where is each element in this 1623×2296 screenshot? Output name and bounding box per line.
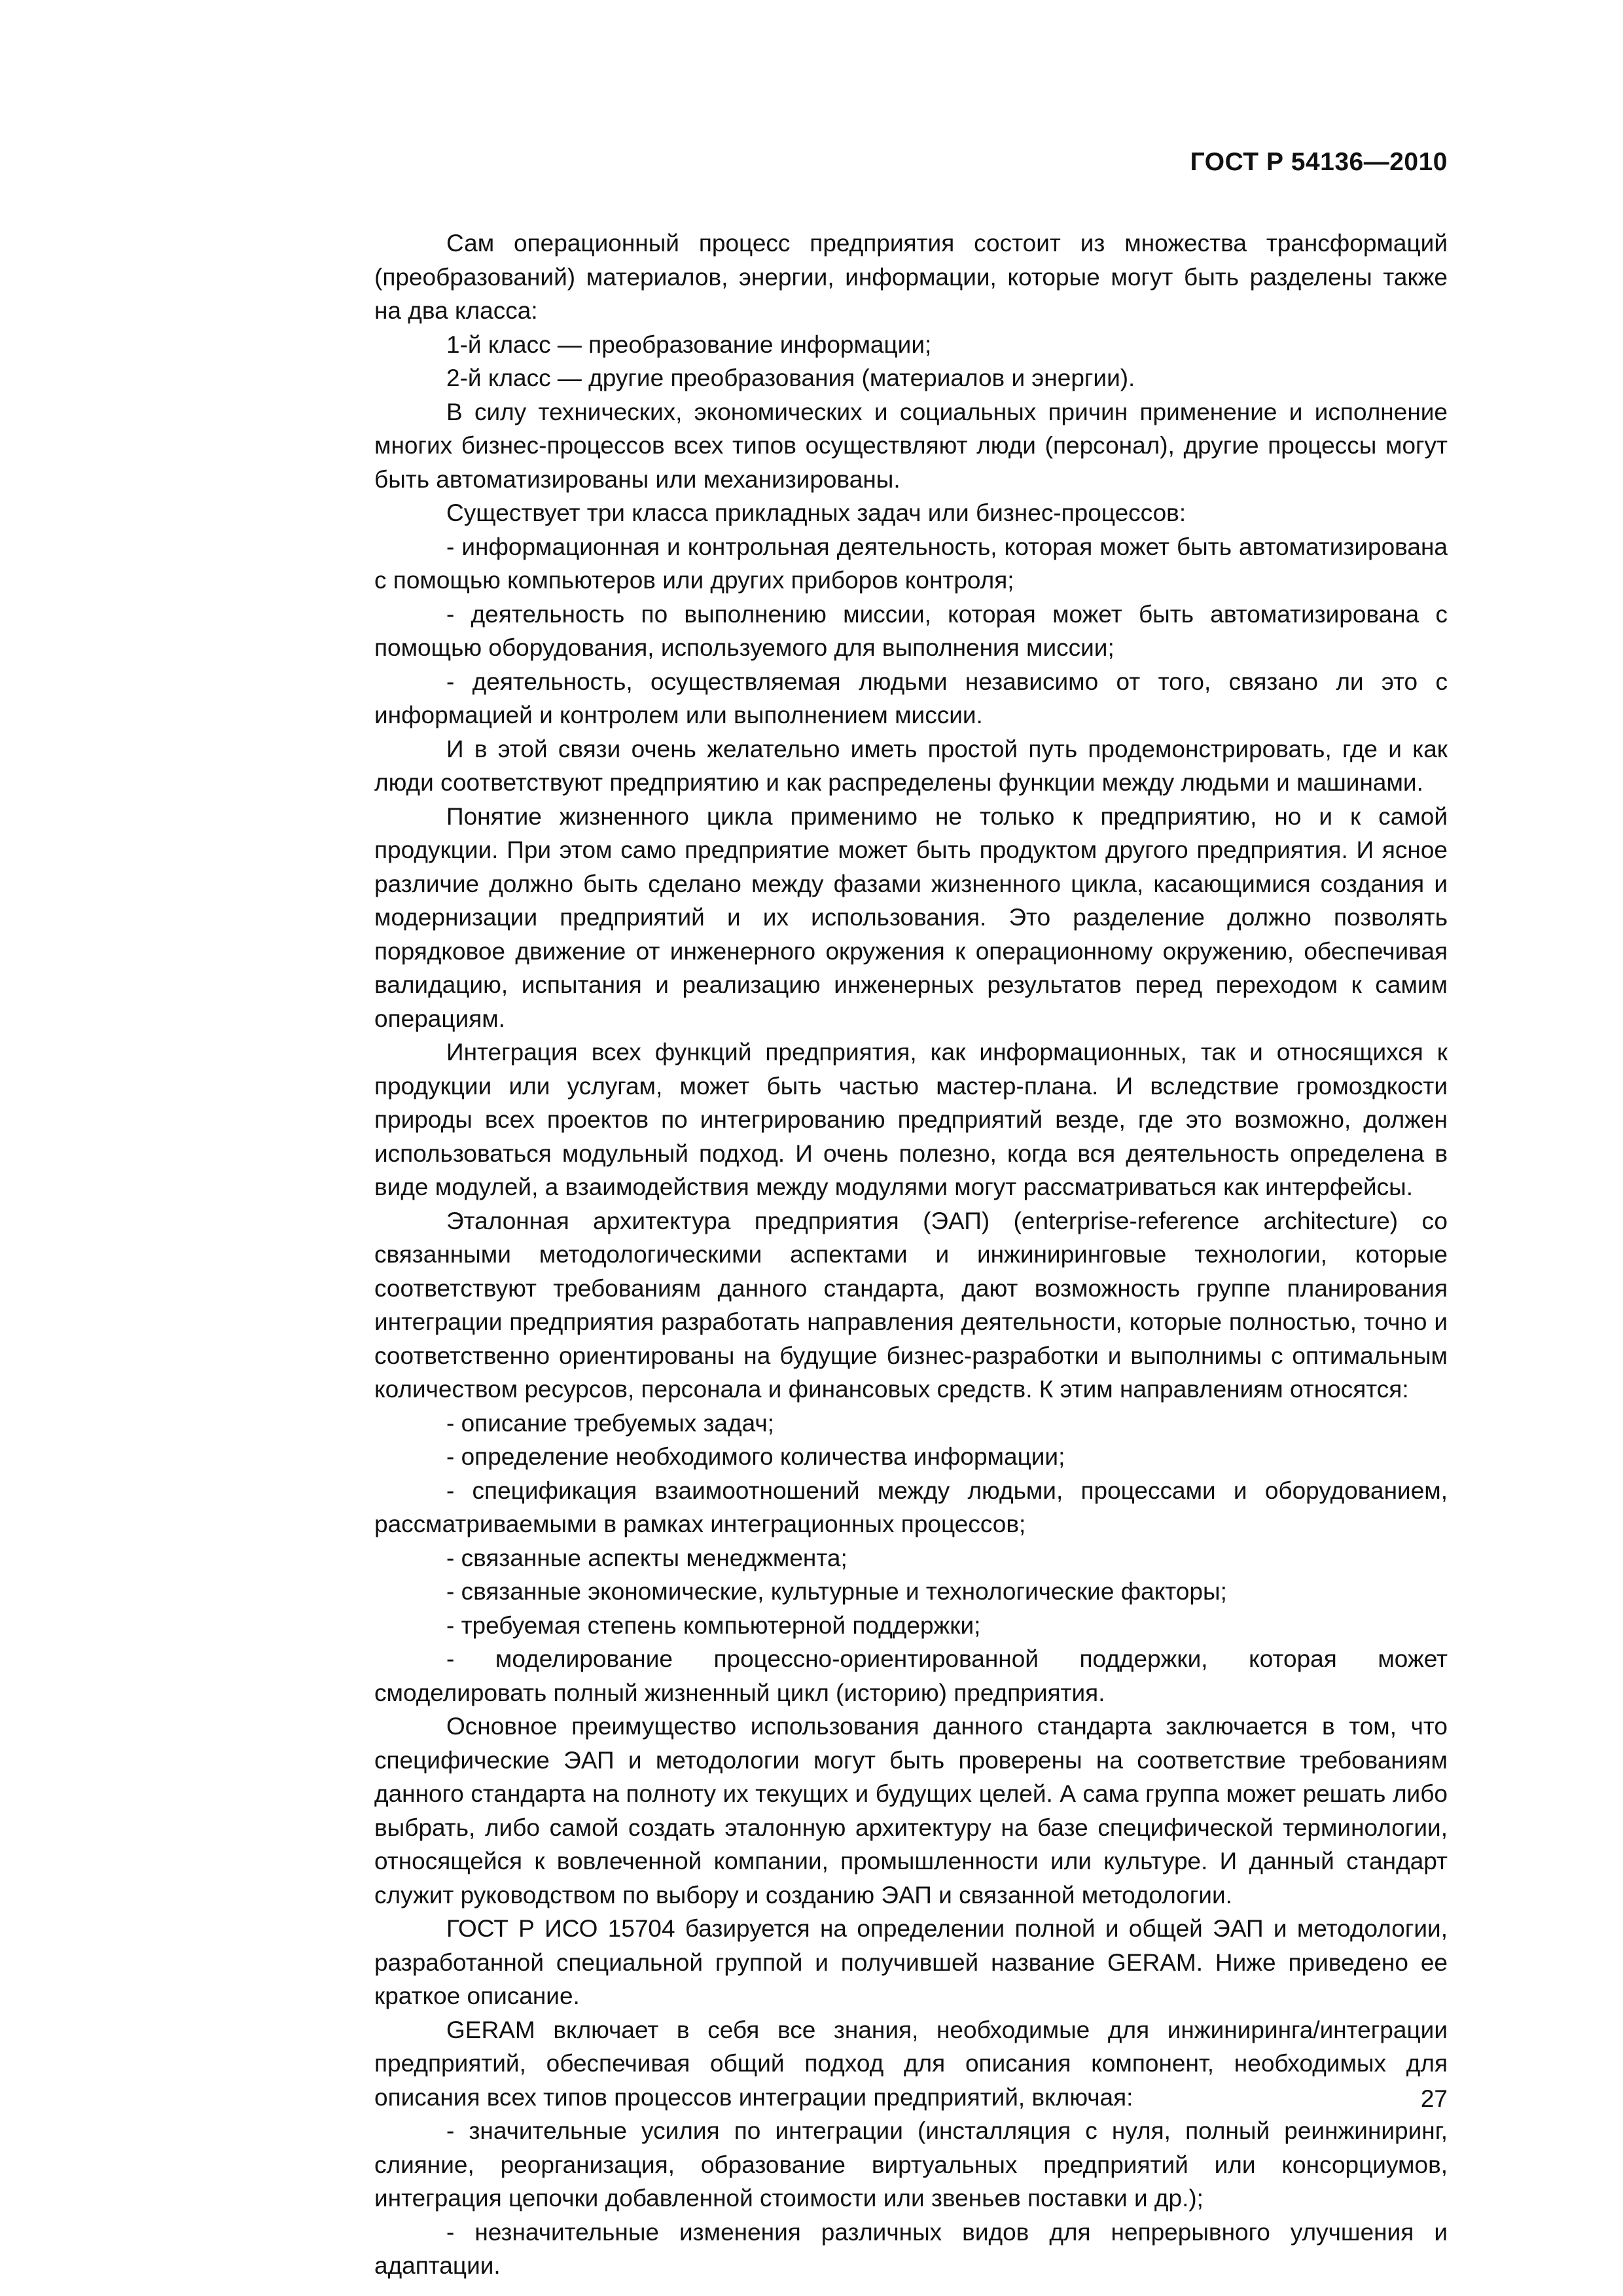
- list-item: - спецификация взаимоотношений между людьми, процессами и оборудованием, рассматриваемыми в рамках интеграционных процессов;: [374, 1477, 1448, 1537]
- paragraph: ГОСТ Р ИСО 15704 базируется на определении полной и общей ЭАП и методологии, разработанной специальной группой и получившей название GERAM. Ниже приведено ее краткое описание.: [374, 1915, 1448, 2009]
- list-item: - информационная и контрольная деятельность, которая может быть автоматизирована с помощью компьютеров или других приборов контроля;: [374, 533, 1448, 594]
- list-item: - связанные аспекты менеджмента;: [446, 1544, 847, 1571]
- list-item: - определение необходимого количества информации;: [446, 1443, 1065, 1470]
- list-item: - моделирование процессно-ориентированной поддержки, которая может смоделировать полный жизненный цикл (историю) предприятия.: [374, 1645, 1448, 1706]
- list-item: - значительные усилия по интеграции (инсталляция с нуля, полный реинжиниринг, слияние, реорганизация, образование виртуальных предприятий или консорциумов, интеграция цепочки добавленной стоимости или звеньев поставки и др.);: [374, 2117, 1448, 2212]
- document-body: [374, 226, 1448, 2283]
- paragraph: Основное преимущество использования данного стандарта заключается в том, что специфические ЭАП и методологии могут быть проверены на соответствие требованиям данного стандарта на полноту их текущих и будущих целей. А сама группа может решать либо выбрать, либо самой создать эталонную архитектуру на базе специфической терминологии, относящейся к вовлеченной компании, промышленности или культуре. И данный стандарт служит руководством по выбору и созданию ЭАП и связанной методологии.: [374, 1713, 1448, 1909]
- paragraph: И в этой связи очень желательно иметь простой путь продемонстрировать, где и как люди соответствуют предприятию и как распределены функции между людьми и машинами.: [374, 735, 1448, 796]
- paragraph: Сам операционный процесс предприятия состоит из множества трансформаций (преобразований) материалов, энергии, информации, которые могут быть разделены также на два класса:: [374, 230, 1448, 324]
- paragraph: Интеграция всех функций предприятия, как информационных, так и относящихся к продукции или услугам, может быть частью мастер-плана. И вследствие громоздкости природы всех проектов по интегрированию предприятий везде, где это возможно, должен использоваться модульный подход. И очень полезно, когда вся деятельность определена в виде модулей, а взаимодействия между модулями могут рассматриваться как интерфейсы.: [374, 1039, 1448, 1200]
- list-item: - деятельность по выполнению миссии, которая может быть автоматизирована с помощью оборудования, используемого для выполнения миссии;: [374, 600, 1448, 661]
- list-item: 1-й класс — преобразование информации;: [446, 331, 932, 358]
- paragraph: Существует три класса прикладных задач или бизнес-процессов:: [446, 499, 1186, 526]
- document-id-header: ГОСТ Р 54136—2010: [1190, 148, 1448, 176]
- list-item: - описание требуемых задач;: [446, 1409, 774, 1437]
- page-number: 27: [1420, 2085, 1448, 2112]
- list-item: - требуемая степень компьютерной поддержки;: [446, 1611, 981, 1639]
- list-item: - деятельность, осуществляемая людьми независимо от того, связано ли это с информацией и контролем или выполнением миссии.: [374, 668, 1448, 728]
- list-item: - связанные экономические, культурные и технологические факторы;: [446, 1578, 1227, 1605]
- paragraph: В силу технических, экономических и социальных причин применение и исполнение многих бизнес-процессов всех типов осуществляют люди (персонал), другие процессы могут быть автоматизированы или механизированы.: [374, 398, 1448, 493]
- list-item: - незначительные изменения различных видов для непрерывного улучшения и адаптации.: [374, 2218, 1448, 2279]
- list-item: 2-й класс — другие преобразования (материалов и энергии).: [446, 365, 1135, 391]
- paragraph: Понятие жизненного цикла применимо не только к предприятию, но и к самой продукции. При этом само предприятие может быть продуктом другого предприятия. И ясное различие должно быть сделано между фазами жизненного цикла, касающимися создания и модернизации предприятий и их использования. Это разделение должно позволять порядковое движение от инженерного окружения к операционному окружению, обеспечивая валидацию, испытания и реализацию инженерных результатов перед переходом к самим операциям.: [374, 802, 1448, 1032]
- paragraph: Эталонная архитектура предприятия (ЭАП) (enterprise-reference architecture) со связанными методологическими аспектами и инжиниринговые технологии, которые соответствуют требованиям данного стандарта, дают возможность группе планирования интеграции предприятия разработать направления деятельности, которые полностью, точно и соответственно ориентированы на будущие бизнес-разработки и выполнимы с оптимальным количеством ресурсов, персонала и финансовых средств. К этим направлениям относятся:: [374, 1207, 1448, 1403]
- paragraph: GERAM включает в себя все знания, необходимые для инжиниринга/интеграции предприятий, обеспечивая общий подход для описания компонент, необходимых для описания всех типов процессов интеграции предприятий, включая:: [374, 2016, 1448, 2111]
